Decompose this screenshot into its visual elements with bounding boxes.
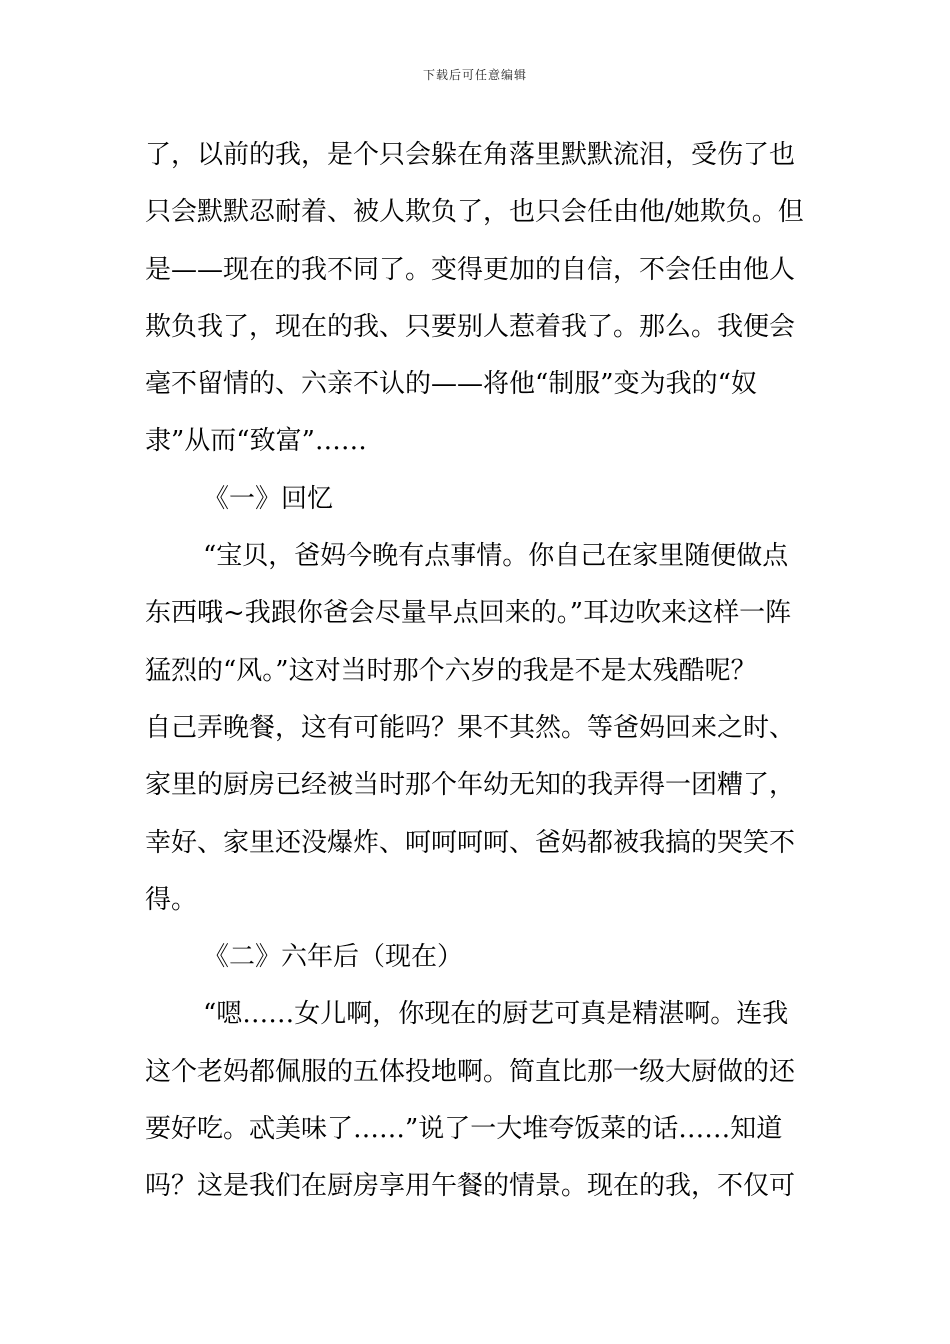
- text-line: 毫不留情的、六亲不认的——将他“制服”变为我的“奴: [145, 369, 757, 400]
- text-line: 要好吃。忒美味了……”说了一大堆夸饭菜的话……知道: [145, 1114, 783, 1145]
- page-header: 下载后可任意编辑: [422, 68, 527, 82]
- text-line: 是——现在的我不同了。变得更加的自信，不会任由他人: [145, 254, 796, 285]
- text-line: 吗？这是我们在厨房享用午餐的情景。现在的我，不仅可: [145, 1171, 796, 1202]
- text-line: 自己弄晚餐，这有可能吗？果不其然。等爸妈回来之时、: [145, 712, 796, 743]
- text-line: 东西哦~我跟你爸会尽量早点回来的。”耳边吹来这样一阵: [145, 598, 792, 629]
- text-line: 幸好、家里还没爆炸、呵呵呵呵、爸妈都被我搞的哭笑不: [145, 827, 796, 858]
- text-line: 了，以前的我，是个只会躲在角落里默默流泪，受伤了也: [145, 140, 796, 170]
- section-heading: 《一》回忆: [203, 483, 334, 514]
- text-line: 得。: [145, 884, 198, 915]
- text-line: 欺负我了，现在的我、只要别人惹着我了。那么。我便会: [145, 311, 796, 342]
- text-line: “宝贝，爸妈今晚有点事情。你自己在家里随便做点: [203, 541, 789, 572]
- section-heading: 《二》六年后（现在）: [203, 942, 464, 973]
- text-line: 猛烈的“风。”这对当时那个六岁的我是不是太残酷呢？: [145, 655, 757, 686]
- text-line: 这个老妈都佩服的五体投地啊。简直比那一级大厨做的还: [145, 1056, 796, 1087]
- text-line: “嗯……女儿啊，你现在的厨艺可真是精湛啊。连我: [203, 999, 789, 1030]
- text-line: 只会默默忍耐着、被人欺负了，也只会任由他/她欺负。但: [145, 197, 804, 228]
- text-line: 家里的厨房已经被当时那个年幼无知的我弄得一团糟了，: [145, 770, 796, 801]
- text-line: 隶”从而“致富”……: [145, 426, 367, 457]
- document-body: [145, 127, 810, 1216]
